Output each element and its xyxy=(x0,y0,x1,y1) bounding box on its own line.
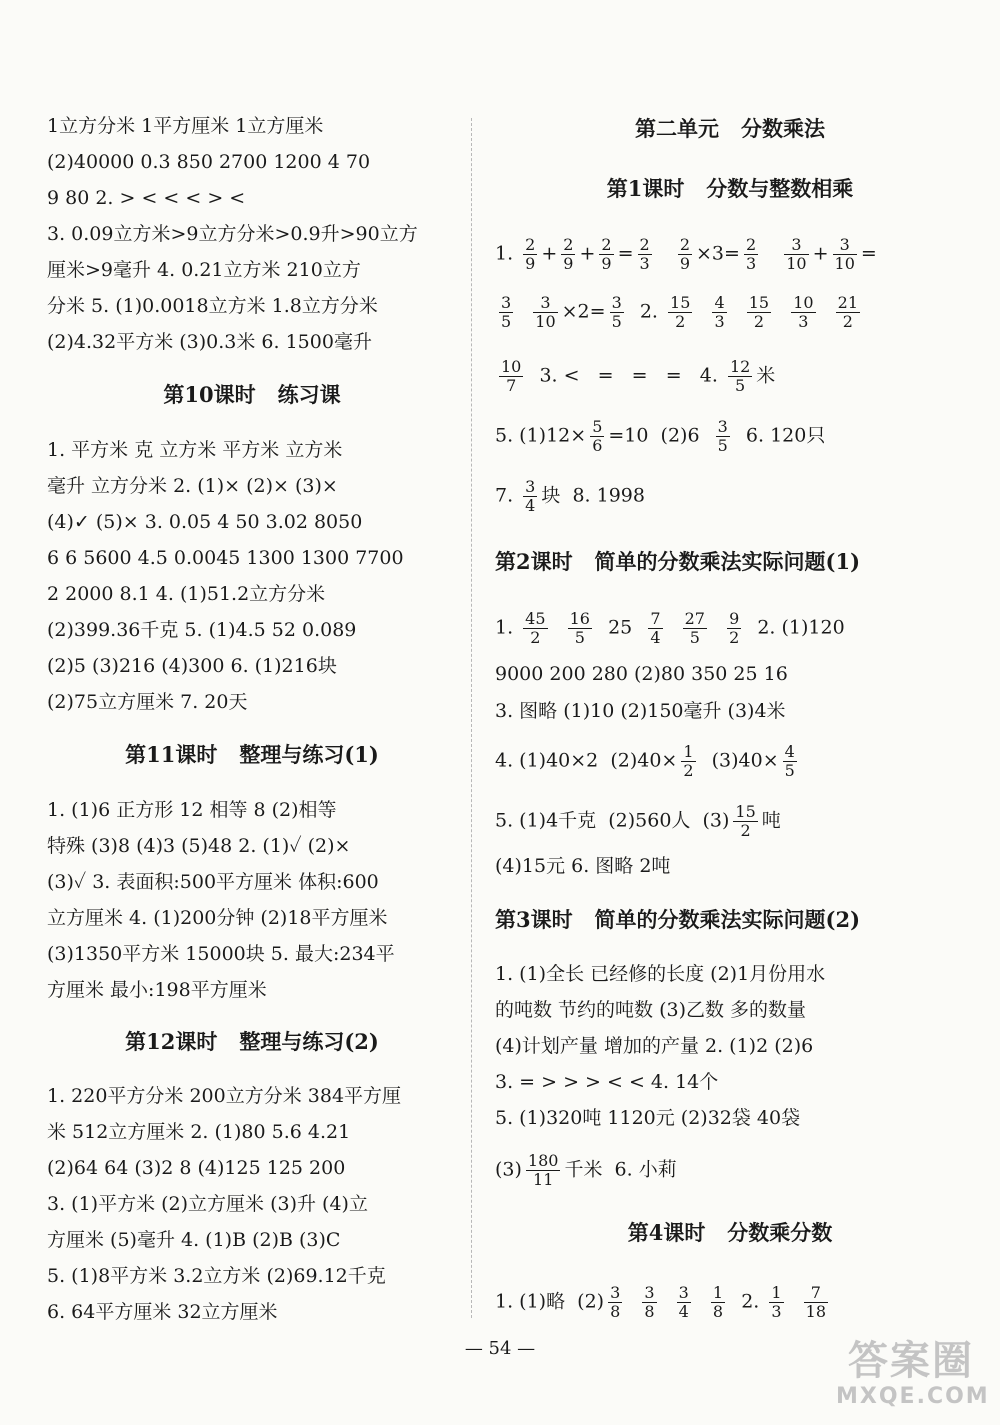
section-heading: 第1课时 分数与整数相乘 xyxy=(606,176,854,201)
answer-line xyxy=(495,418,825,455)
fraction xyxy=(716,418,730,455)
answer-text: =10 (2)6 xyxy=(608,424,712,447)
fraction-denominator: 8 xyxy=(644,1302,655,1321)
fraction-numerator: 3 xyxy=(501,293,512,312)
fraction xyxy=(642,1284,656,1321)
fraction-numerator: 3 xyxy=(644,1283,655,1302)
answer-line: 3. 0.09立方米>9立方分米>0.9升>90立方 xyxy=(47,223,418,245)
fraction-denominator: 5 xyxy=(611,312,622,331)
fraction-numerator: 2 xyxy=(679,235,690,254)
answer-line: 方厘米 (5)毫升 4. (1)B (2)B (3)C xyxy=(47,1229,341,1251)
answer-line xyxy=(495,743,801,780)
fraction-numerator: 12 xyxy=(729,357,751,376)
answer-line: 9000 200 280 (2)80 350 25 16 xyxy=(495,663,788,685)
fraction xyxy=(561,236,575,273)
fraction xyxy=(677,1284,691,1321)
answer-text xyxy=(667,617,679,639)
answer-text: 5. (1)4千克 (2)560人 (3) xyxy=(495,809,730,832)
answer-text: 1. (1)略 (2) xyxy=(495,1290,605,1313)
answer-line xyxy=(495,1284,832,1321)
fraction-denominator: 6 xyxy=(592,436,603,455)
fraction-denominator: 10 xyxy=(535,312,556,331)
answer-text xyxy=(820,301,832,323)
fraction-denominator: 7 xyxy=(506,376,517,395)
answer-line: (3)✓ 3. 表面积:500平方厘米 体积:600 xyxy=(47,871,379,893)
fraction-denominator: 5 xyxy=(574,628,585,647)
fraction-denominator: 3 xyxy=(714,312,725,331)
answer-text: = xyxy=(860,242,877,265)
fraction xyxy=(727,610,741,647)
fraction xyxy=(804,1284,828,1321)
fraction xyxy=(711,1284,725,1321)
answer-text xyxy=(696,301,708,323)
answer-line: 3. (1)平方米 (2)立方厘米 (3)升 (4)立 xyxy=(47,1193,368,1215)
fraction xyxy=(733,803,757,840)
fraction-denominator: 5 xyxy=(717,436,728,455)
fraction-numerator: 27 xyxy=(684,609,705,628)
answer-line: 6 6 5600 4.5 0.0045 1300 1300 7700 xyxy=(47,547,404,569)
answer-line: 1立方分米 1平方厘米 1立方厘米 xyxy=(47,115,324,137)
answer-line: (2)5 (3)216 (4)300 6. (1)216块 xyxy=(47,655,337,677)
fraction-numerator: 10 xyxy=(793,293,814,312)
answer-text: (3)40× xyxy=(699,749,779,772)
fraction-numerator: 180 xyxy=(527,1151,559,1170)
fraction-denominator: 5 xyxy=(735,376,746,395)
answer-text: 4. (1)40×2 (2)40× xyxy=(495,749,678,772)
answer-line xyxy=(495,294,864,331)
fraction-denominator: 8 xyxy=(610,1302,621,1321)
fraction-denominator: 9 xyxy=(601,254,612,273)
fraction xyxy=(668,294,692,331)
fraction-numerator: 4 xyxy=(714,293,725,312)
answer-text: 1. xyxy=(495,242,520,265)
fraction-numerator: 10 xyxy=(501,357,522,376)
fraction xyxy=(836,294,860,331)
answer-text xyxy=(775,301,787,323)
fraction-numerator: 9 xyxy=(729,609,740,628)
section-heading: 第11课时 整理与练习(1) xyxy=(125,742,379,767)
fraction-denominator: 2 xyxy=(842,312,853,331)
fraction xyxy=(610,294,624,331)
fraction xyxy=(599,236,613,273)
answer-line: 米 512立方厘米 2. (1)80 5.6 4.21 xyxy=(47,1121,351,1143)
fraction-denominator: 8 xyxy=(712,1302,724,1321)
answer-text: ×3= xyxy=(696,242,740,265)
answer-line xyxy=(495,803,781,840)
fraction-numerator: 4 xyxy=(784,742,795,761)
fraction xyxy=(526,1152,561,1189)
fraction-denominator: 4 xyxy=(525,496,536,515)
answer-text: 米 xyxy=(756,364,776,387)
fraction xyxy=(783,743,797,780)
answer-line: 1. (1)全长 已经修的长度 (2)1月份用水 xyxy=(495,963,826,985)
section-heading: 第3课时 简单的分数乘法实际问题(2) xyxy=(495,907,861,932)
watermark-url: MXQE.COM xyxy=(836,1384,990,1409)
answer-line: 1. (1)6 正方形 12 相等 8 (2)相等 xyxy=(47,799,337,821)
answer-text: (3) xyxy=(495,1158,522,1181)
answer-text: ×2= xyxy=(561,300,606,323)
answer-text xyxy=(661,1291,673,1313)
fraction-numerator: 1 xyxy=(683,742,694,761)
answer-line: 5. (1)8平方米 3.2立方米 (2)69.12千克 xyxy=(47,1265,386,1287)
answer-text xyxy=(788,1291,800,1313)
fraction-denominator: 9 xyxy=(563,254,574,273)
answer-text xyxy=(711,617,723,639)
answer-text xyxy=(552,617,564,639)
answer-text: + xyxy=(541,242,558,265)
fraction-numerator: 3 xyxy=(533,294,557,313)
answer-line: 3. = > > > < < 4. 14个 xyxy=(495,1071,719,1093)
answer-text: 3. < = = = 4. xyxy=(527,364,724,387)
answer-line xyxy=(495,478,645,515)
answer-line: (3)1350平方米 15000块 5. 最大:234平 xyxy=(47,943,395,965)
fraction xyxy=(833,236,857,273)
answer-line: (2)40000 0.3 850 2700 1200 4 70 xyxy=(47,151,371,173)
answer-line: 的吨数 节约的吨数 (3)乙数 多的数量 xyxy=(495,999,807,1021)
answer-line: 厘米>9毫升 4. 0.21立方米 210立方 xyxy=(47,259,361,281)
fraction xyxy=(608,1284,622,1321)
answer-text: 1. xyxy=(495,616,520,639)
answer-text: + xyxy=(812,242,829,265)
answer-line: 毫升 立方分米 2. (1)× (2)× (3)× xyxy=(47,475,338,497)
answer-line: (2)399.36千克 5. (1)4.5 52 0.089 xyxy=(47,619,357,641)
answer-text: 块 8. 1998 xyxy=(541,484,645,507)
fraction-denominator: 4 xyxy=(678,1302,689,1321)
fraction-numerator: 2 xyxy=(563,235,574,254)
fraction xyxy=(681,743,695,780)
answer-text: = xyxy=(617,242,634,265)
fraction-numerator: 15 xyxy=(735,802,756,821)
answer-line: 特殊 (3)8 (4)3 (5)48 2. (1)✓ (2)× xyxy=(47,835,351,857)
fraction-numerator: 5 xyxy=(592,417,603,436)
section-heading: 第2课时 简单的分数乘法实际问题(1) xyxy=(495,549,861,574)
fraction-numerator: 15 xyxy=(748,293,770,312)
answer-text: 2. xyxy=(627,300,665,323)
answer-text: 5. (1)12× xyxy=(495,424,587,447)
fraction-numerator: 7 xyxy=(650,609,661,628)
fraction-denominator: 3 xyxy=(745,254,757,273)
answer-line: 9 80 2. > < < < > < xyxy=(47,187,246,209)
answer-text xyxy=(695,1291,707,1313)
fraction xyxy=(678,236,692,273)
fraction-numerator: 2 xyxy=(601,235,612,254)
fraction-numerator: 1 xyxy=(712,1283,724,1302)
answer-line: 分米 5. (1)0.0018立方米 1.8立方分米 xyxy=(47,295,378,317)
fraction xyxy=(638,236,652,273)
fraction-denominator: 2 xyxy=(740,821,751,840)
answer-text xyxy=(656,243,674,265)
answer-line: (4)15元 6. 图略 2吨 xyxy=(495,855,671,877)
fraction-numerator: 21 xyxy=(837,293,859,312)
fraction-denominator: 10 xyxy=(834,254,855,273)
answer-line xyxy=(495,1152,677,1189)
fraction xyxy=(523,610,547,647)
fraction xyxy=(523,478,537,515)
fraction-denominator: 11 xyxy=(533,1170,554,1189)
fraction xyxy=(499,358,523,395)
fraction xyxy=(712,294,726,331)
answer-text xyxy=(517,301,529,323)
answer-text xyxy=(762,243,780,265)
fraction-denominator: 2 xyxy=(675,312,686,331)
fraction-numerator: 16 xyxy=(569,609,590,628)
section-heading: 第12课时 整理与练习(2) xyxy=(125,1029,379,1054)
fraction xyxy=(533,294,557,331)
answer-text: 吨 xyxy=(761,809,781,832)
answer-text xyxy=(731,301,743,323)
answer-line: 1. 220平方分米 200立方分米 384平方厘 xyxy=(47,1085,402,1107)
fraction xyxy=(590,418,604,455)
fraction-denominator: 2 xyxy=(753,312,765,331)
answer-line: 1. 平方米 克 立方米 平方米 立方米 xyxy=(47,439,343,461)
fraction-numerator: 3 xyxy=(610,1283,621,1302)
answer-text: 6. 120只 xyxy=(733,424,826,447)
section-heading: 第10课时 练习课 xyxy=(163,382,341,407)
section-heading: 第二单元 分数乘法 xyxy=(635,116,825,141)
fraction-denominator: 3 xyxy=(639,254,650,273)
fraction-numerator: 1 xyxy=(771,1283,782,1302)
fraction-numerator: 15 xyxy=(670,293,691,312)
fraction-numerator: 3 xyxy=(833,236,857,255)
fraction xyxy=(683,610,707,647)
answer-line: (4)✓ (5)× 3. 0.05 4 50 3.02 8050 xyxy=(47,511,363,533)
section-heading: 第4课时 分数乘分数 xyxy=(627,1220,833,1245)
answer-line: (2)64 64 (3)2 8 (4)125 125 200 xyxy=(47,1157,346,1179)
answer-line xyxy=(495,236,877,273)
fraction-denominator: 10 xyxy=(786,254,807,273)
answer-text: 2. (1)120 xyxy=(745,616,845,639)
fraction-denominator: 2 xyxy=(729,628,740,647)
answer-line: 方厘米 最小:198平方厘米 xyxy=(47,979,267,1001)
fraction xyxy=(523,236,537,273)
answer-line xyxy=(495,358,775,395)
fraction xyxy=(499,294,513,331)
answer-text: + xyxy=(579,242,596,265)
answer-line: 2 2000 8.1 4. (1)51.2立方分米 xyxy=(47,583,326,605)
answer-text: 2. xyxy=(729,1290,766,1313)
fraction xyxy=(747,294,771,331)
watermark-text: 答案圈 xyxy=(848,1338,974,1384)
answer-text: 25 xyxy=(595,616,645,639)
fraction-denominator: 9 xyxy=(679,254,690,273)
answer-line: (2)4.32平方米 (3)0.3米 6. 1500毫升 xyxy=(47,331,372,353)
answer-line: (4)计划产量 增加的产量 2. (1)2 (2)6 xyxy=(495,1035,814,1057)
fraction-numerator: 2 xyxy=(745,235,757,254)
answer-line: 3. 图略 (1)10 (2)150毫升 (3)4米 xyxy=(495,700,786,722)
fraction-denominator: 4 xyxy=(650,628,661,647)
fraction-numerator: 3 xyxy=(525,477,536,496)
fraction-numerator: 3 xyxy=(784,236,808,255)
fraction-denominator: 5 xyxy=(784,761,795,780)
fraction-denominator: 2 xyxy=(683,761,694,780)
fraction xyxy=(791,294,815,331)
fraction-numerator: 3 xyxy=(717,417,728,436)
answer-line: 6. 64平方厘米 32立方厘米 xyxy=(47,1301,278,1323)
answer-line: (2)75立方厘米 7. 20天 xyxy=(47,691,248,713)
fraction-denominator: 3 xyxy=(771,1302,782,1321)
watermark-logo xyxy=(836,1337,990,1417)
answer-line xyxy=(495,610,845,647)
answer-line: 立方厘米 4. (1)200分钟 (2)18平方厘米 xyxy=(47,907,388,929)
fraction-numerator: 3 xyxy=(678,1283,689,1302)
answer-text: 千米 6. 小莉 xyxy=(564,1158,677,1181)
fraction-denominator: 18 xyxy=(805,1302,826,1321)
column-divider xyxy=(471,118,472,1318)
fraction-denominator: 9 xyxy=(525,254,536,273)
fraction-numerator: 7 xyxy=(804,1284,828,1303)
answer-text xyxy=(626,1291,638,1313)
fraction-denominator: 5 xyxy=(501,312,512,331)
fraction-numerator: 2 xyxy=(639,235,650,254)
fraction-numerator: 45 xyxy=(525,609,546,628)
fraction xyxy=(568,610,592,647)
answer-text: 7. xyxy=(495,484,520,507)
fraction-denominator: 5 xyxy=(689,628,700,647)
fraction-numerator: 2 xyxy=(525,235,536,254)
fraction-denominator: 2 xyxy=(530,628,541,647)
answer-line: 5. (1)320吨 1120元 (2)32袋 40袋 xyxy=(495,1107,801,1129)
page-number: — 54 — xyxy=(464,1338,536,1359)
fraction-denominator: 3 xyxy=(798,312,809,331)
fraction xyxy=(784,236,808,273)
fraction xyxy=(769,1284,783,1321)
fraction xyxy=(728,358,752,395)
fraction xyxy=(744,236,758,273)
fraction-numerator: 3 xyxy=(611,293,622,312)
fraction xyxy=(648,610,662,647)
